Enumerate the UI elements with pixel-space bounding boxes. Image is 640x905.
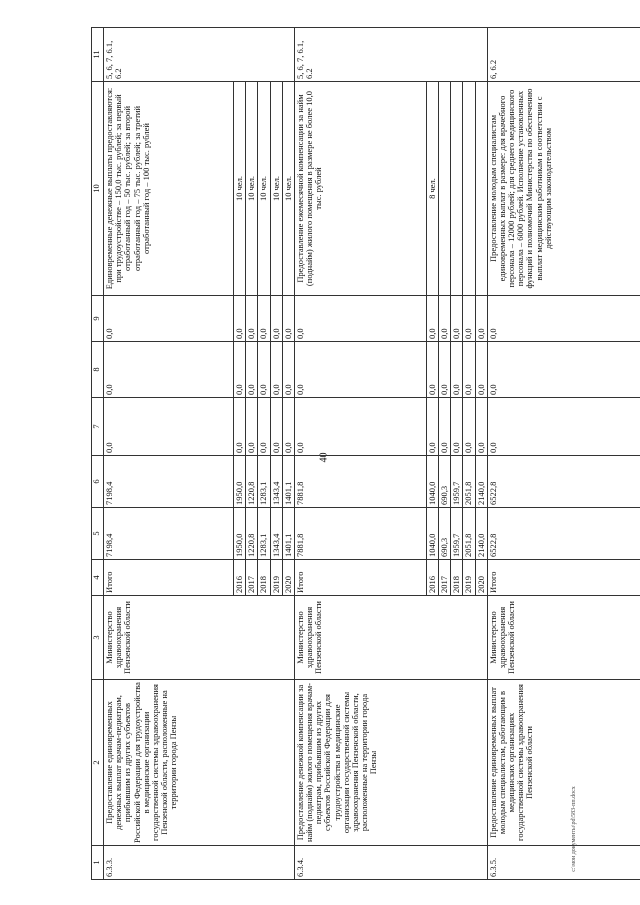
- total-label: Итого: [294, 560, 426, 596]
- year-c6: 1343,4: [270, 456, 282, 508]
- indicator-value: 10 чел.: [270, 82, 282, 296]
- year-c5: 1950,0: [234, 508, 246, 560]
- year-c5: 1220,8: [246, 508, 258, 560]
- year-c6: 1959,7: [451, 456, 463, 508]
- year-c8: 0,0: [426, 342, 438, 398]
- year-c8: 0,0: [439, 342, 451, 398]
- year-c5: 1283,1: [258, 508, 270, 560]
- column-header: 2: [92, 680, 104, 846]
- total-c8: 0,0: [487, 342, 640, 398]
- year-c7: 0,0: [463, 398, 475, 456]
- table-row: [104, 28, 234, 880]
- total-c6: 6522,8: [487, 456, 640, 508]
- year-c6: 1040,0: [426, 456, 438, 508]
- year-c9: 0,0: [258, 296, 270, 342]
- total-c9: 0,0: [487, 296, 640, 342]
- measure-number: 6.3.5.: [487, 846, 640, 880]
- year-c7: 0,0: [475, 398, 487, 456]
- total-c5: 7198,4: [104, 508, 234, 560]
- year-c9: 0,0: [439, 296, 451, 342]
- executor: Министерство здравоохранения Пензенской области: [104, 596, 295, 680]
- year-c9: 0,0: [475, 296, 487, 342]
- target-link: 6, 6.2: [487, 28, 640, 82]
- year-c9: 0,0: [451, 296, 463, 342]
- executor: Министерство здравоохранения Пензенской области: [487, 596, 640, 680]
- year: 2016: [426, 560, 438, 596]
- year-c7: 0,0: [246, 398, 258, 456]
- target-link: 5, 6, 7, 6.1, 6.2: [294, 28, 487, 82]
- total-label: Итого: [104, 560, 234, 596]
- indicator-text: Предоставление молодым специалистам единовременных выплат в размере: для врачебного персонала – 12000 рублей; для среднего медицинского персонала – 6000 рублей. Исполнение установленных функций и полномочий Министерства по обеспечению выплат медицинским работникам в соответствии с действующим законодательством: [487, 82, 640, 296]
- year-c6: 1950,0: [234, 456, 246, 508]
- year-c6: 2140,0: [475, 456, 487, 508]
- total-c7: 0,0: [487, 398, 640, 456]
- year-c7: 0,0: [439, 398, 451, 456]
- year-c9: 0,0: [270, 296, 282, 342]
- year: 2020: [475, 560, 487, 596]
- page-number: 40: [318, 452, 330, 463]
- total-c6: 7881,8: [294, 456, 426, 508]
- year-c9: 0,0: [234, 296, 246, 342]
- year-c7: 0,0: [270, 398, 282, 456]
- measure-number: 6.3.3.: [104, 846, 295, 880]
- year-c7: 0,0: [282, 398, 294, 456]
- year-c8: 0,0: [282, 342, 294, 398]
- year-c6: 690,3: [439, 456, 451, 508]
- table-row: [294, 28, 426, 880]
- year-c5: 1401,1: [282, 508, 294, 560]
- year-c8: 0,0: [258, 342, 270, 398]
- year-c7: 0,0: [426, 398, 438, 456]
- year-c8: 0,0: [451, 342, 463, 398]
- target-link: 5, 6, 7, 6.1, 6.2: [104, 28, 295, 82]
- indicator-value: [463, 82, 475, 296]
- rotated-sheet: [91, 28, 591, 880]
- total-c9: 0,0: [104, 296, 234, 342]
- indicator-value: 10 чел.: [282, 82, 294, 296]
- measure-name: Предоставление единовременных выплат молодым специалистам, работающим в медицинских организациях государственной системы здравоохранения Пензенской области: [487, 680, 640, 846]
- column-header: 10: [92, 82, 104, 296]
- column-header: 4: [92, 560, 104, 596]
- indicator-value: 10 чел.: [246, 82, 258, 296]
- year: 2017: [246, 560, 258, 596]
- indicator-value: 10 чел.: [258, 82, 270, 296]
- column-header: 11: [92, 28, 104, 82]
- year: 2017: [439, 560, 451, 596]
- year-c8: 0,0: [270, 342, 282, 398]
- total-c7: 0,0: [104, 398, 234, 456]
- year-c8: 0,0: [475, 342, 487, 398]
- year-c6: 2051,8: [463, 456, 475, 508]
- measure-number: 6.3.4.: [294, 846, 487, 880]
- measure-name: Предоставление единовременных денежных выплат врачам-педиатрам, прибывшим из других субъектов Российской Федерации для трудоустройства в медицинские организации государственной системы здравоохранения Пензенской области, расположенные на территории города Пензы: [104, 680, 295, 846]
- indicator-value: [475, 82, 487, 296]
- year: 2018: [451, 560, 463, 596]
- year-c8: 0,0: [246, 342, 258, 398]
- year: 2019: [270, 560, 282, 596]
- year: 2020: [282, 560, 294, 596]
- column-header: 8: [92, 342, 104, 398]
- year-c6: 1401,1: [282, 456, 294, 508]
- year-c9: 0,0: [463, 296, 475, 342]
- year-c7: 0,0: [258, 398, 270, 456]
- column-header: 9: [92, 296, 104, 342]
- year-c9: 0,0: [426, 296, 438, 342]
- total-c8: 0,0: [104, 342, 234, 398]
- measures-table: [91, 27, 640, 880]
- header-row: [92, 28, 104, 880]
- year-c7: 0,0: [451, 398, 463, 456]
- total-label: Итого: [487, 560, 640, 596]
- year-c9: 0,0: [282, 296, 294, 342]
- total-c8: 0,0: [294, 342, 426, 398]
- total-c5: 7881,8: [294, 508, 426, 560]
- table-row: [487, 28, 640, 880]
- column-header: 1: [92, 846, 104, 880]
- year-c8: 0,0: [234, 342, 246, 398]
- column-header: 6: [92, 456, 104, 508]
- measure-name: Предоставление денежной компенсации за найм (поднайм) жилого помещения врачам-педиатрам, прибывшим из других субъектов Российской Федерации для трудоустройства в медицинские организации государственной системы здравоохранения Пензенской области, расположенные на территории города Пензы: [294, 680, 487, 846]
- file-path-footer: c:\мои документы\pd\583-пп.docx: [571, 786, 577, 872]
- year-c5: 1343,4: [270, 508, 282, 560]
- total-c6: 7198,4: [104, 456, 234, 508]
- year: 2019: [463, 560, 475, 596]
- year-c9: 0,0: [246, 296, 258, 342]
- total-c9: 0,0: [294, 296, 426, 342]
- column-header: 5: [92, 508, 104, 560]
- year-c5: 2051,8: [463, 508, 475, 560]
- year-c5: 1959,7: [451, 508, 463, 560]
- indicator-value: [451, 82, 463, 296]
- year-c5: 2140,0: [475, 508, 487, 560]
- executor: Министерство здравоохранения Пензенской области: [294, 596, 487, 680]
- indicator-text: Единовременные денежные выплаты предоставляются: при трудоустройстве – 150,0 тыс. рублей; за первый отработанный год – 50 тыс. рублей; за второй отработанный год – 75 тыс. рублей; за третий отработанный год – 100 тыс. рублей: [104, 82, 234, 296]
- year-c5: 690,3: [439, 508, 451, 560]
- indicator-value: [439, 82, 451, 296]
- year: 2016: [234, 560, 246, 596]
- indicator-value: 8 чел.: [426, 82, 438, 296]
- year-c6: 1283,1: [258, 456, 270, 508]
- year-c8: 0,0: [463, 342, 475, 398]
- year-c5: 1040,0: [426, 508, 438, 560]
- indicator-value: 10 чел.: [234, 82, 246, 296]
- column-header: 7: [92, 398, 104, 456]
- column-header: 3: [92, 596, 104, 680]
- indicator-text: Предоставление ежемесячной компенсации за найм (поднайм) жилого помещения в размере не более 10,0 тыс. рублей: [294, 82, 426, 296]
- year-c7: 0,0: [234, 398, 246, 456]
- year: 2018: [258, 560, 270, 596]
- year-c6: 1220,8: [246, 456, 258, 508]
- total-c7: 0,0: [294, 398, 426, 456]
- total-c5: 6522,8: [487, 508, 640, 560]
